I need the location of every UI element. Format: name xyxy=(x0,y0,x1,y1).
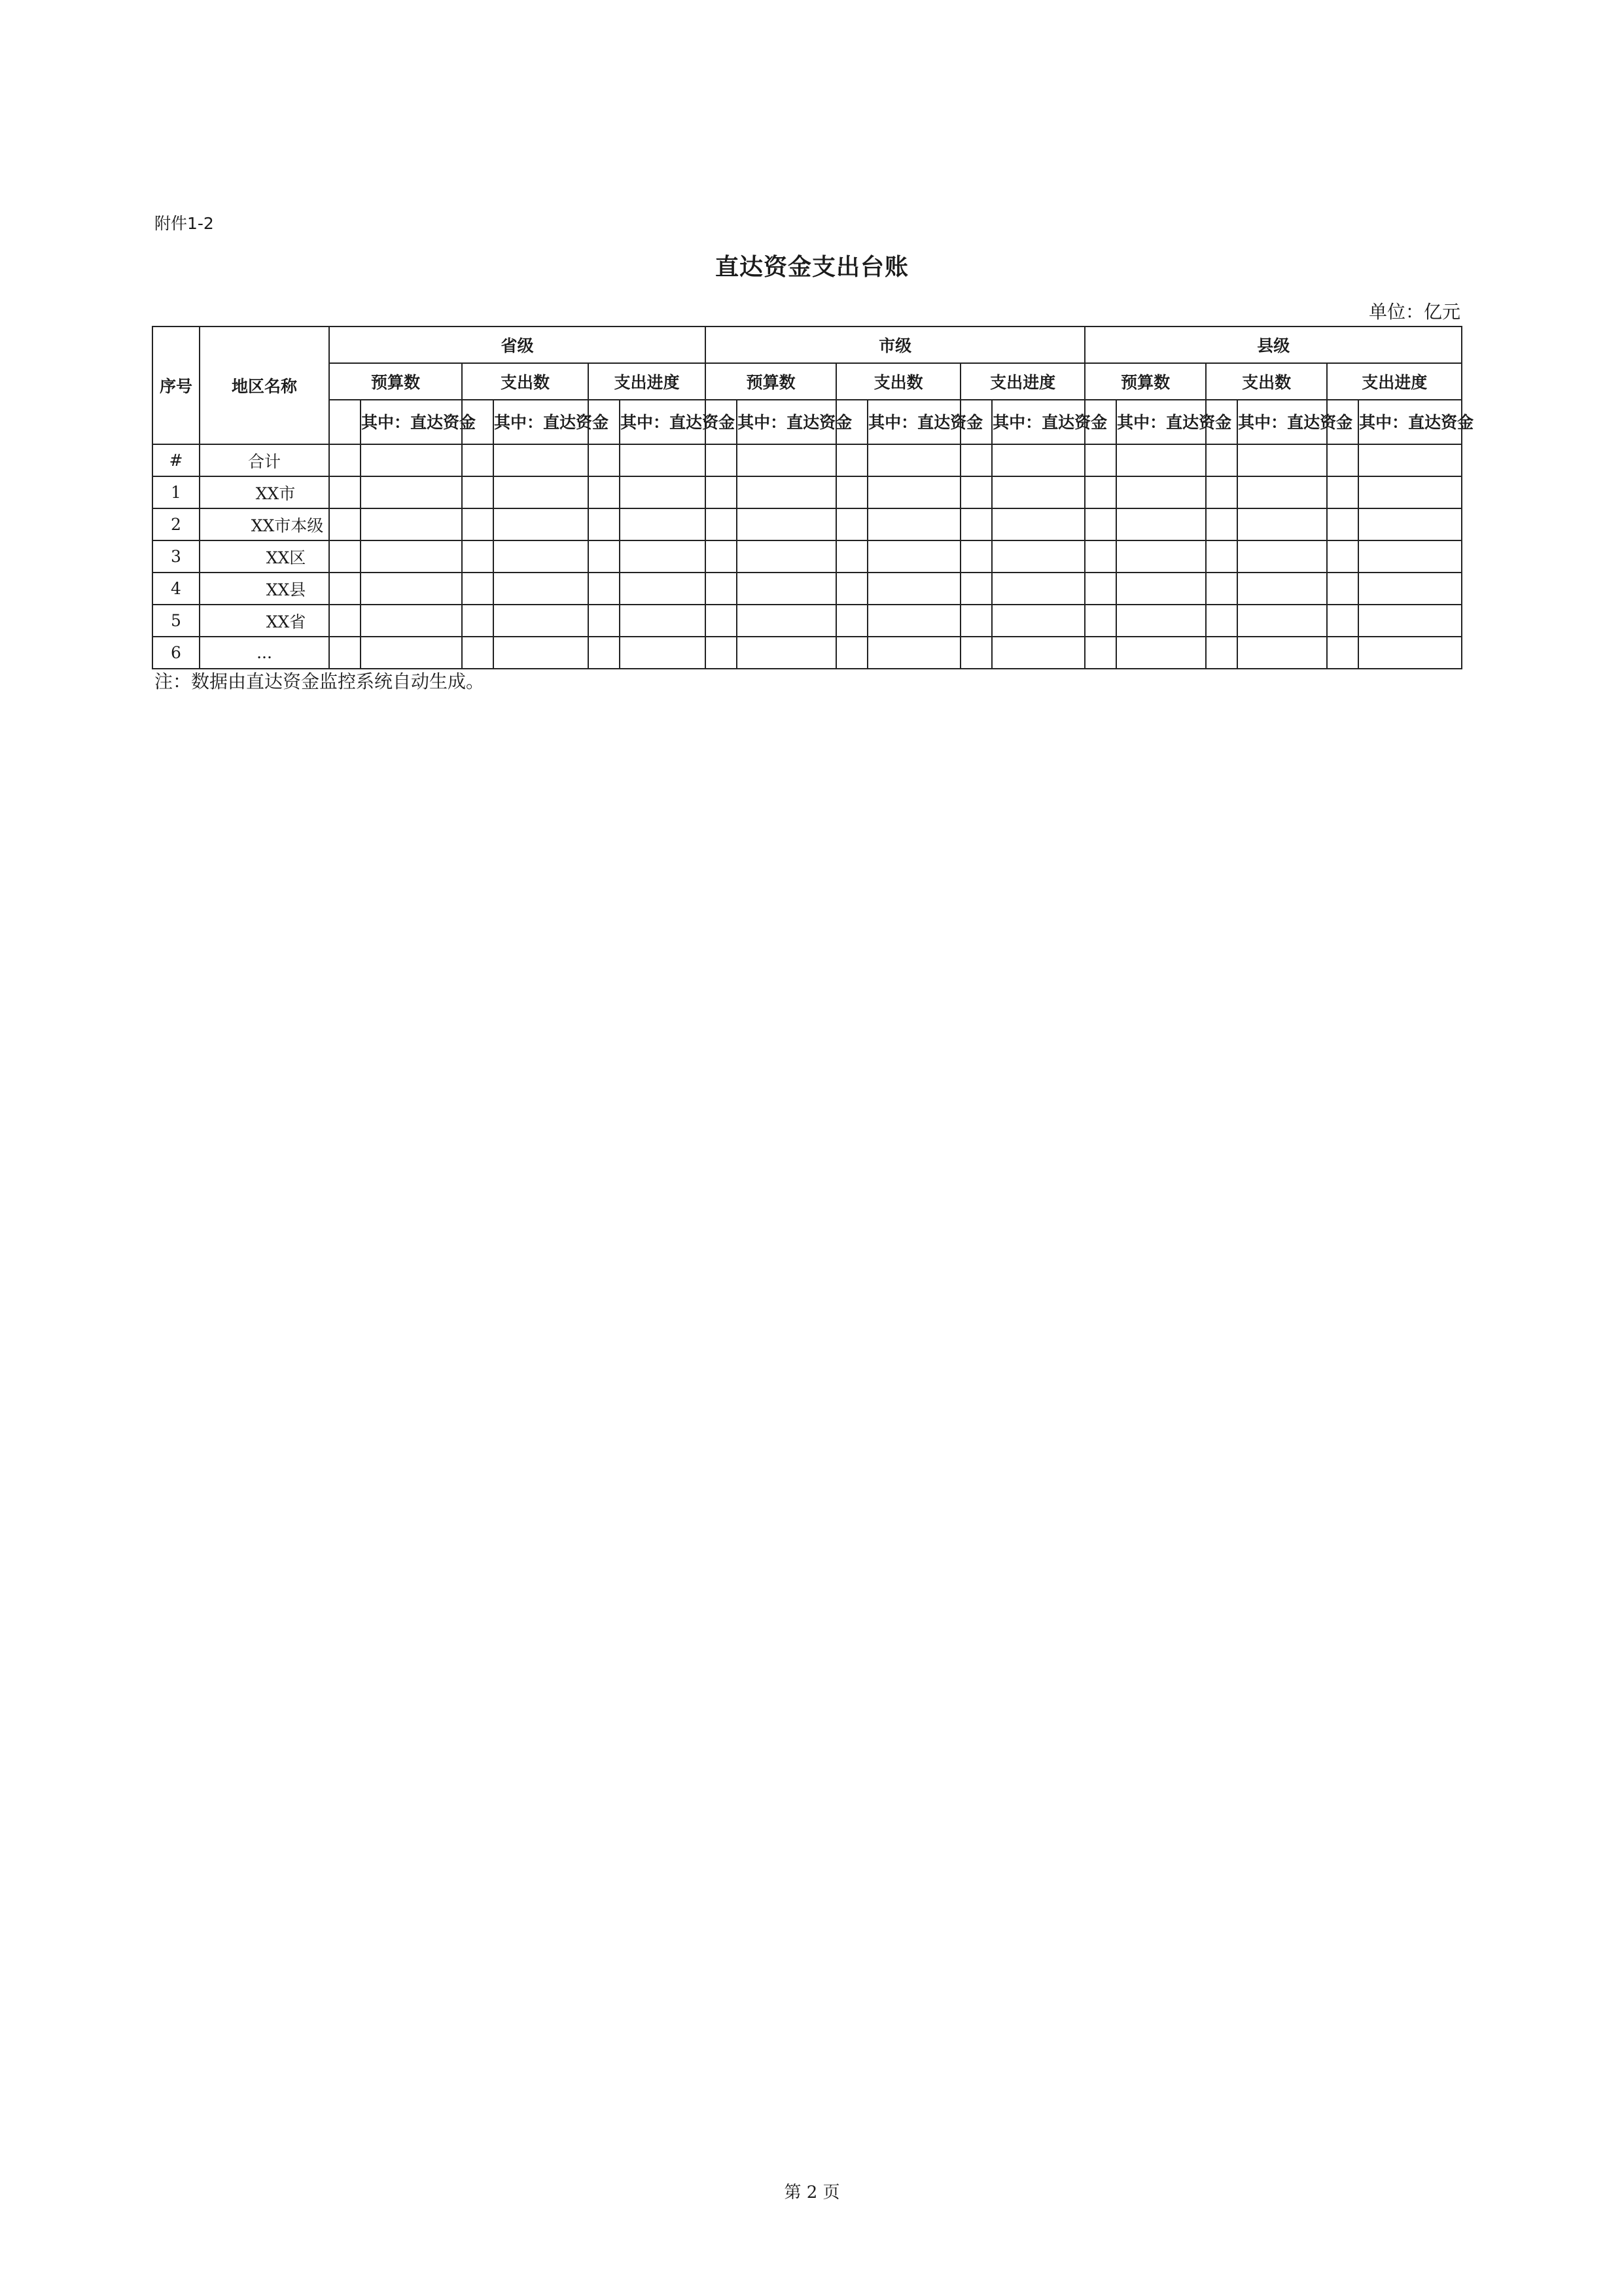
value-cell xyxy=(992,573,1085,605)
value-cell xyxy=(868,540,961,573)
value-cell xyxy=(493,540,588,573)
header-direct-funds: 其中：直达资金 xyxy=(1358,400,1462,444)
value-cell xyxy=(836,444,868,476)
value-cell xyxy=(462,476,493,508)
table-body xyxy=(152,444,1462,669)
value-cell xyxy=(992,476,1085,508)
value-cell xyxy=(620,444,705,476)
row-region-name: XX省 xyxy=(200,605,329,637)
row-region-name: XX市 xyxy=(200,476,329,508)
value-cell xyxy=(462,540,493,573)
value-cell xyxy=(1237,508,1327,540)
value-cell xyxy=(737,605,836,637)
value-cell xyxy=(1327,476,1358,508)
header-index: 序号 xyxy=(152,327,200,444)
value-cell xyxy=(329,605,361,637)
header-budget: 预算数 xyxy=(705,363,836,400)
value-cell xyxy=(1327,637,1358,669)
header-progress: 支出进度 xyxy=(1327,363,1462,400)
row-region-name: XX市本级 xyxy=(200,508,329,540)
value-cell xyxy=(1237,476,1327,508)
value-cell xyxy=(868,444,961,476)
value-cell xyxy=(1237,637,1327,669)
value-cell xyxy=(836,605,868,637)
header-budget: 预算数 xyxy=(1085,363,1206,400)
value-cell xyxy=(588,508,620,540)
value-cell xyxy=(588,637,620,669)
value-cell xyxy=(836,573,868,605)
value-cell xyxy=(961,508,992,540)
header-row-subcols xyxy=(152,363,1462,400)
header-region: 地区名称 xyxy=(200,327,329,444)
value-cell xyxy=(1327,573,1358,605)
value-cell xyxy=(737,540,836,573)
value-cell xyxy=(462,605,493,637)
value-cell xyxy=(493,444,588,476)
value-cell xyxy=(705,637,737,669)
value-cell xyxy=(1085,540,1116,573)
value-cell xyxy=(1116,540,1206,573)
value-cell xyxy=(961,637,992,669)
value-cell xyxy=(836,637,868,669)
value-cell xyxy=(588,605,620,637)
table-row xyxy=(152,540,1462,573)
value-cell xyxy=(588,476,620,508)
value-cell xyxy=(1085,476,1116,508)
row-index: 4 xyxy=(152,573,200,605)
header-expenditure: 支出数 xyxy=(1206,363,1327,400)
header-row-groups xyxy=(152,327,1462,363)
value-cell xyxy=(462,508,493,540)
value-cell xyxy=(1116,476,1206,508)
value-cell xyxy=(620,508,705,540)
value-cell xyxy=(1085,573,1116,605)
value-cell xyxy=(961,573,992,605)
value-cell xyxy=(1358,508,1462,540)
header-budget: 预算数 xyxy=(329,363,462,400)
value-cell xyxy=(1237,573,1327,605)
value-cell xyxy=(705,508,737,540)
value-cell xyxy=(620,540,705,573)
value-cell xyxy=(992,605,1085,637)
value-cell xyxy=(868,508,961,540)
value-cell xyxy=(1085,605,1116,637)
table-row xyxy=(152,444,1462,476)
value-cell xyxy=(1116,637,1206,669)
value-cell xyxy=(493,637,588,669)
header-direct-funds: 其中：直达资金 xyxy=(620,400,705,444)
value-cell xyxy=(329,637,361,669)
value-cell xyxy=(329,508,361,540)
value-cell xyxy=(1085,637,1116,669)
value-cell xyxy=(462,573,493,605)
value-cell xyxy=(1206,540,1237,573)
header-direct-funds: 其中：直达资金 xyxy=(1237,400,1327,444)
value-cell xyxy=(620,476,705,508)
footnote: 注：数据由直达资金监控系统自动生成。 xyxy=(154,671,485,692)
header-direct-funds: 其中：直达资金 xyxy=(992,400,1085,444)
value-cell xyxy=(836,476,868,508)
value-cell xyxy=(1085,508,1116,540)
value-cell xyxy=(992,637,1085,669)
value-cell xyxy=(1358,637,1462,669)
table-row xyxy=(152,476,1462,508)
value-cell xyxy=(868,637,961,669)
value-cell xyxy=(836,508,868,540)
unit-label: 单位：亿元 xyxy=(1368,301,1460,323)
header-row-direct-funds xyxy=(152,400,1462,444)
value-cell xyxy=(705,476,737,508)
header-direct-funds: 其中：直达资金 xyxy=(1116,400,1206,444)
row-region-name: 合计 xyxy=(200,444,329,476)
value-cell xyxy=(868,476,961,508)
value-cell xyxy=(1206,444,1237,476)
header-expenditure: 支出数 xyxy=(836,363,961,400)
page-number: 第 2 页 xyxy=(784,2183,840,2202)
value-cell xyxy=(1237,444,1327,476)
value-cell xyxy=(361,605,462,637)
table-row xyxy=(152,508,1462,540)
value-cell xyxy=(361,508,462,540)
value-cell xyxy=(1206,508,1237,540)
value-cell xyxy=(329,573,361,605)
value-cell xyxy=(1206,476,1237,508)
value-cell xyxy=(868,573,961,605)
value-cell xyxy=(361,573,462,605)
row-region-name: XX县 xyxy=(200,573,329,605)
value-cell xyxy=(1327,444,1358,476)
value-cell xyxy=(493,573,588,605)
value-cell xyxy=(737,508,836,540)
value-cell xyxy=(493,508,588,540)
value-cell xyxy=(737,444,836,476)
value-cell xyxy=(493,476,588,508)
value-cell xyxy=(1116,605,1206,637)
row-region-name: ... xyxy=(200,637,329,669)
row-index: 2 xyxy=(152,508,200,540)
value-cell xyxy=(836,540,868,573)
row-index: 1 xyxy=(152,476,200,508)
row-index: 5 xyxy=(152,605,200,637)
row-region-name: XX区 xyxy=(200,540,329,573)
value-cell xyxy=(1085,444,1116,476)
value-cell xyxy=(1358,605,1462,637)
value-cell xyxy=(620,573,705,605)
value-cell xyxy=(1237,540,1327,573)
table-row xyxy=(152,637,1462,669)
value-cell xyxy=(361,444,462,476)
value-cell xyxy=(961,444,992,476)
value-cell xyxy=(462,637,493,669)
row-index: 3 xyxy=(152,540,200,573)
value-cell xyxy=(361,476,462,508)
value-cell xyxy=(588,444,620,476)
value-cell xyxy=(493,605,588,637)
value-cell xyxy=(1358,540,1462,573)
table-row xyxy=(152,573,1462,605)
value-cell xyxy=(1358,573,1462,605)
value-cell xyxy=(329,540,361,573)
value-cell xyxy=(705,573,737,605)
header-direct-funds: 其中：直达资金 xyxy=(737,400,836,444)
value-cell xyxy=(620,637,705,669)
value-cell xyxy=(992,540,1085,573)
value-cell xyxy=(992,444,1085,476)
value-cell xyxy=(462,444,493,476)
value-cell xyxy=(705,540,737,573)
row-index: 6 xyxy=(152,637,200,669)
value-cell xyxy=(1327,605,1358,637)
header-direct-funds: 其中：直达资金 xyxy=(868,400,961,444)
table-row xyxy=(152,605,1462,637)
value-cell xyxy=(1116,573,1206,605)
value-cell xyxy=(737,476,836,508)
value-cell xyxy=(1206,605,1237,637)
value-cell xyxy=(992,508,1085,540)
header-progress: 支出进度 xyxy=(961,363,1085,400)
value-cell xyxy=(737,573,836,605)
header-group-province: 省级 xyxy=(329,327,705,363)
header-group-county: 县级 xyxy=(1085,327,1462,363)
attachment-label: 附件1-2 xyxy=(154,214,214,233)
header-progress: 支出进度 xyxy=(588,363,705,400)
value-cell xyxy=(1116,444,1206,476)
value-cell xyxy=(961,605,992,637)
value-cell xyxy=(329,476,361,508)
value-cell xyxy=(1327,508,1358,540)
header-direct-funds: 其中：直达资金 xyxy=(361,400,462,444)
header-blank-cell xyxy=(329,400,361,444)
value-cell xyxy=(1116,508,1206,540)
value-cell xyxy=(1358,476,1462,508)
value-cell xyxy=(588,573,620,605)
row-index: # xyxy=(152,444,200,476)
value-cell xyxy=(361,540,462,573)
value-cell xyxy=(361,637,462,669)
value-cell xyxy=(961,476,992,508)
value-cell xyxy=(329,444,361,476)
value-cell xyxy=(620,605,705,637)
value-cell xyxy=(961,540,992,573)
value-cell xyxy=(705,605,737,637)
header-group-city: 市级 xyxy=(705,327,1085,363)
value-cell xyxy=(1237,605,1327,637)
document-title: 直达资金支出台账 xyxy=(715,253,909,281)
value-cell xyxy=(1206,637,1237,669)
value-cell xyxy=(1327,540,1358,573)
value-cell xyxy=(868,605,961,637)
header-direct-funds: 其中：直达资金 xyxy=(493,400,588,444)
value-cell xyxy=(705,444,737,476)
value-cell xyxy=(737,637,836,669)
value-cell xyxy=(1206,573,1237,605)
ledger-table xyxy=(152,326,1474,669)
value-cell xyxy=(1358,444,1462,476)
header-expenditure: 支出数 xyxy=(462,363,588,400)
value-cell xyxy=(588,540,620,573)
